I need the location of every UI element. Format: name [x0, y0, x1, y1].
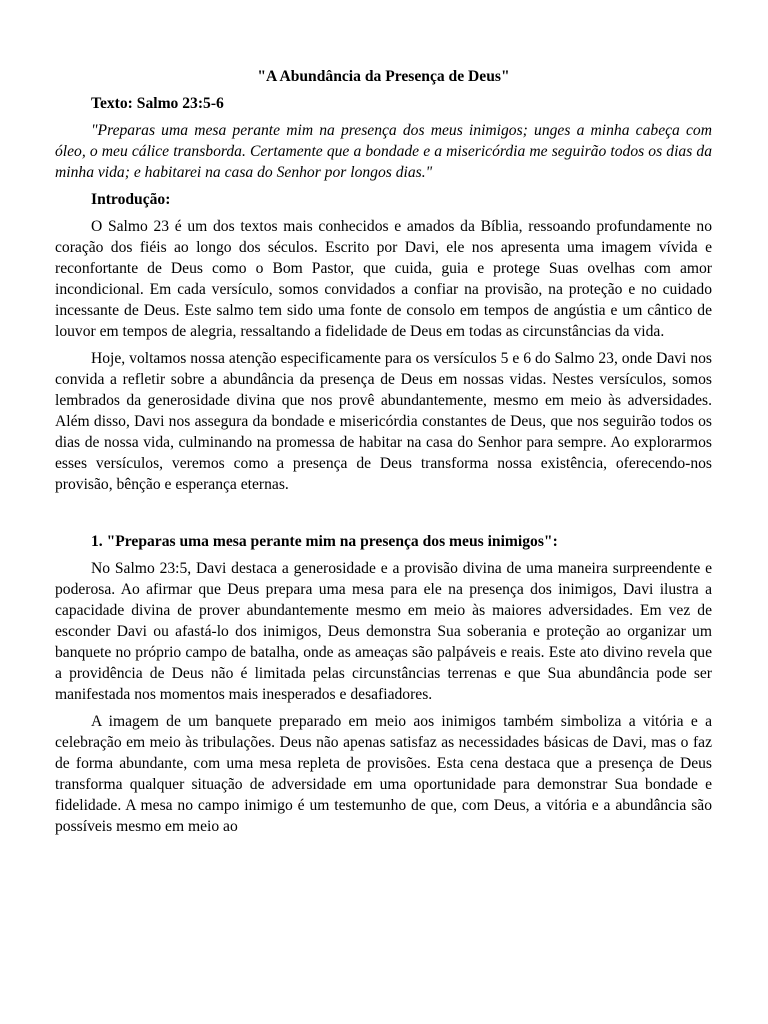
intro-heading: Introdução:: [91, 191, 171, 208]
section-1-heading: 1. "Preparas uma mesa perante mim na presença dos meus inimigos":: [91, 533, 558, 550]
scripture-label: Texto: Salmo 23:5-6: [91, 95, 224, 112]
intro-paragraph-1: O Salmo 23 é um dos textos mais conhecidos e amados da Bíblia, ressoando profundamente no coração dos fiéis ao longo dos séculos. Escrito por Davi, ele nos apresenta uma imagem vívida e reconfortante de Deus como o Bom Pastor, que cuida, guia e protege Suas ovelhas com amor incondicional. Em cada versículo, somos convidados a confiar na provisão, na proteção e no cuidado incessante de Deus. Este salmo tem sido uma fonte de consolo em tempos de angústia e um cântico de louvor em tempos de alegria, ressaltando a fidelidade de Deus em todas as circunstâncias da vida.: [55, 218, 712, 340]
scripture-quote: "Preparas uma mesa perante mim na presença dos meus inimigos; unges a minha cabeça com óleo, o meu cálice transborda. Certamente que a bondade e a misericórdia me seguirão todos os dias da minha vida; e habitarei na casa do Senhor por longos dias.": [55, 122, 712, 181]
section-spacer: [55, 501, 712, 531]
intro-paragraph-2: Hoje, voltamos nossa atenção especificamente para os versículos 5 e 6 do Salmo 23, onde Davi nos convida a refletir sobre a abundância da presença de Deus em nossas vidas. Nestes versículos, somos lembrados da generosidade divina que nos provê abundantemente, mesmo em meio às adversidades. Além disso, Davi nos assegura da bondade e misericórdia constantes de Deus, que nos seguirão todos os dias de nossa vida, culminando na promessa de habitar na casa do Senhor para sempre. Ao explorarmos esses versículos, veremos como a presença de Deus transforma nossa existência, oferecendo-nos provisão, bênção e esperança eternas.: [55, 350, 712, 493]
section-1-paragraph-2: A imagem de um banquete preparado em meio aos inimigos também simboliza a vitória e a celebração em meio às tribulações. Deus não apenas satisfaz as necessidades básicas de Davi, mas o faz de forma abundante, com uma mesa repleta de provisões. Esta cena destaca que a presença de Deus transforma qualquer situação de adversidade em uma oportunidade para demonstrar Sua bondade e fidelidade. A mesa no campo inimigo é um testemunho de que, com Deus, a vitória e a abundância são possíveis mesmo em meio ao: [55, 713, 712, 835]
document-page: [55, 66, 712, 843]
section-1-paragraph-1: No Salmo 23:5, Davi destaca a generosidade e a provisão divina de uma maneira surpreendente e poderosa. Ao afirmar que Deus prepara uma mesa para ele na presença dos inimigos, Davi ilustra a capacidade divina de prover abundantemente mesmo em meio às maiores adversidades. Em vez de esconder Davi ou afastá-lo dos inimigos, Deus demonstra Sua soberania e proteção ao organizar um banquete no próprio campo de batalha, onde as ameaças são palpáveis e reais. Este ato divino revela que a providência de Deus não é limitada pelas circunstâncias terrenas e que Sua abundância pode ser manifestada nos momentos mais inesperados e desafiadores.: [55, 560, 712, 703]
sermon-title: "A Abundância da Presença de Deus": [257, 68, 510, 85]
